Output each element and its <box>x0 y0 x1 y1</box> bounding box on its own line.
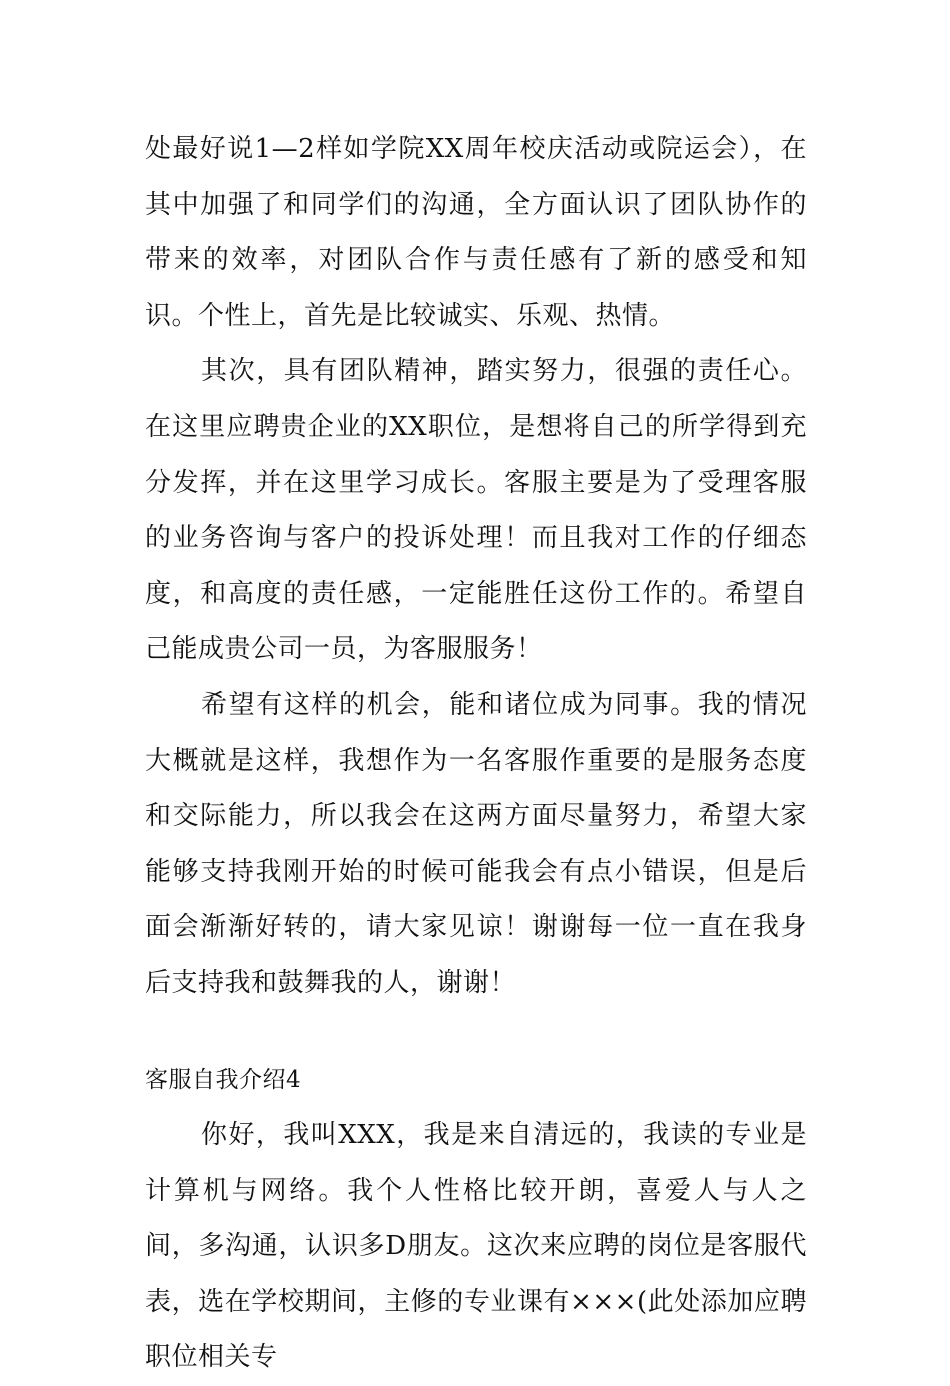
paragraph: 你好，我叫XXX，我是来自清远的，我读的专业是计算机与网络。我个人性格比较开朗，喜爱人与人之间，多沟通，认识多D朋友。这次来应聘的岗位是客服代表，选在学校期间，主修的专业课有×××(此处添加应聘职位相关专 <box>145 1120 807 1373</box>
paragraph: 其次，具有团队精神，踏实努力，很强的责任心。在这里应聘贵企业的XX职位，是想将自己的所学得到充分发挥，并在这里学习成长。客服主要是为了受理客服的业务咨询与客户的投诉处理！而且我对工作的仔细态度，和高度的责任感，一定能胜任这份工作的。希望自己能成贵公司一员，为客服服务！ <box>145 356 807 665</box>
document-body <box>145 122 807 1386</box>
section-spacer <box>145 1012 807 1053</box>
paragraph-continued: 处最好说1—2样如学院XX周年校庆活动或院运会），在其中加强了和同学们的沟通，全方面认识了团队协作的带来的效率，对团队合作与责任感有了新的感受和知识。个性上，首先是比较诚实、乐观、热情。 <box>145 134 807 331</box>
paragraph: 希望有这样的机会，能和诸位成为同事。我的情况大概就是这样，我想作为一名客服作重要的是服务态度和交际能力，所以我会在这两方面尽量努力，希望大家能够支持我刚开始的时候可能我会有点小错误，但是后面会渐渐好转的，请大家见谅！谢谢每一位一直在我身后支持我和鼓舞我的人，谢谢！ <box>145 689 807 998</box>
section-heading: 客服自我介绍4 <box>145 1066 302 1093</box>
